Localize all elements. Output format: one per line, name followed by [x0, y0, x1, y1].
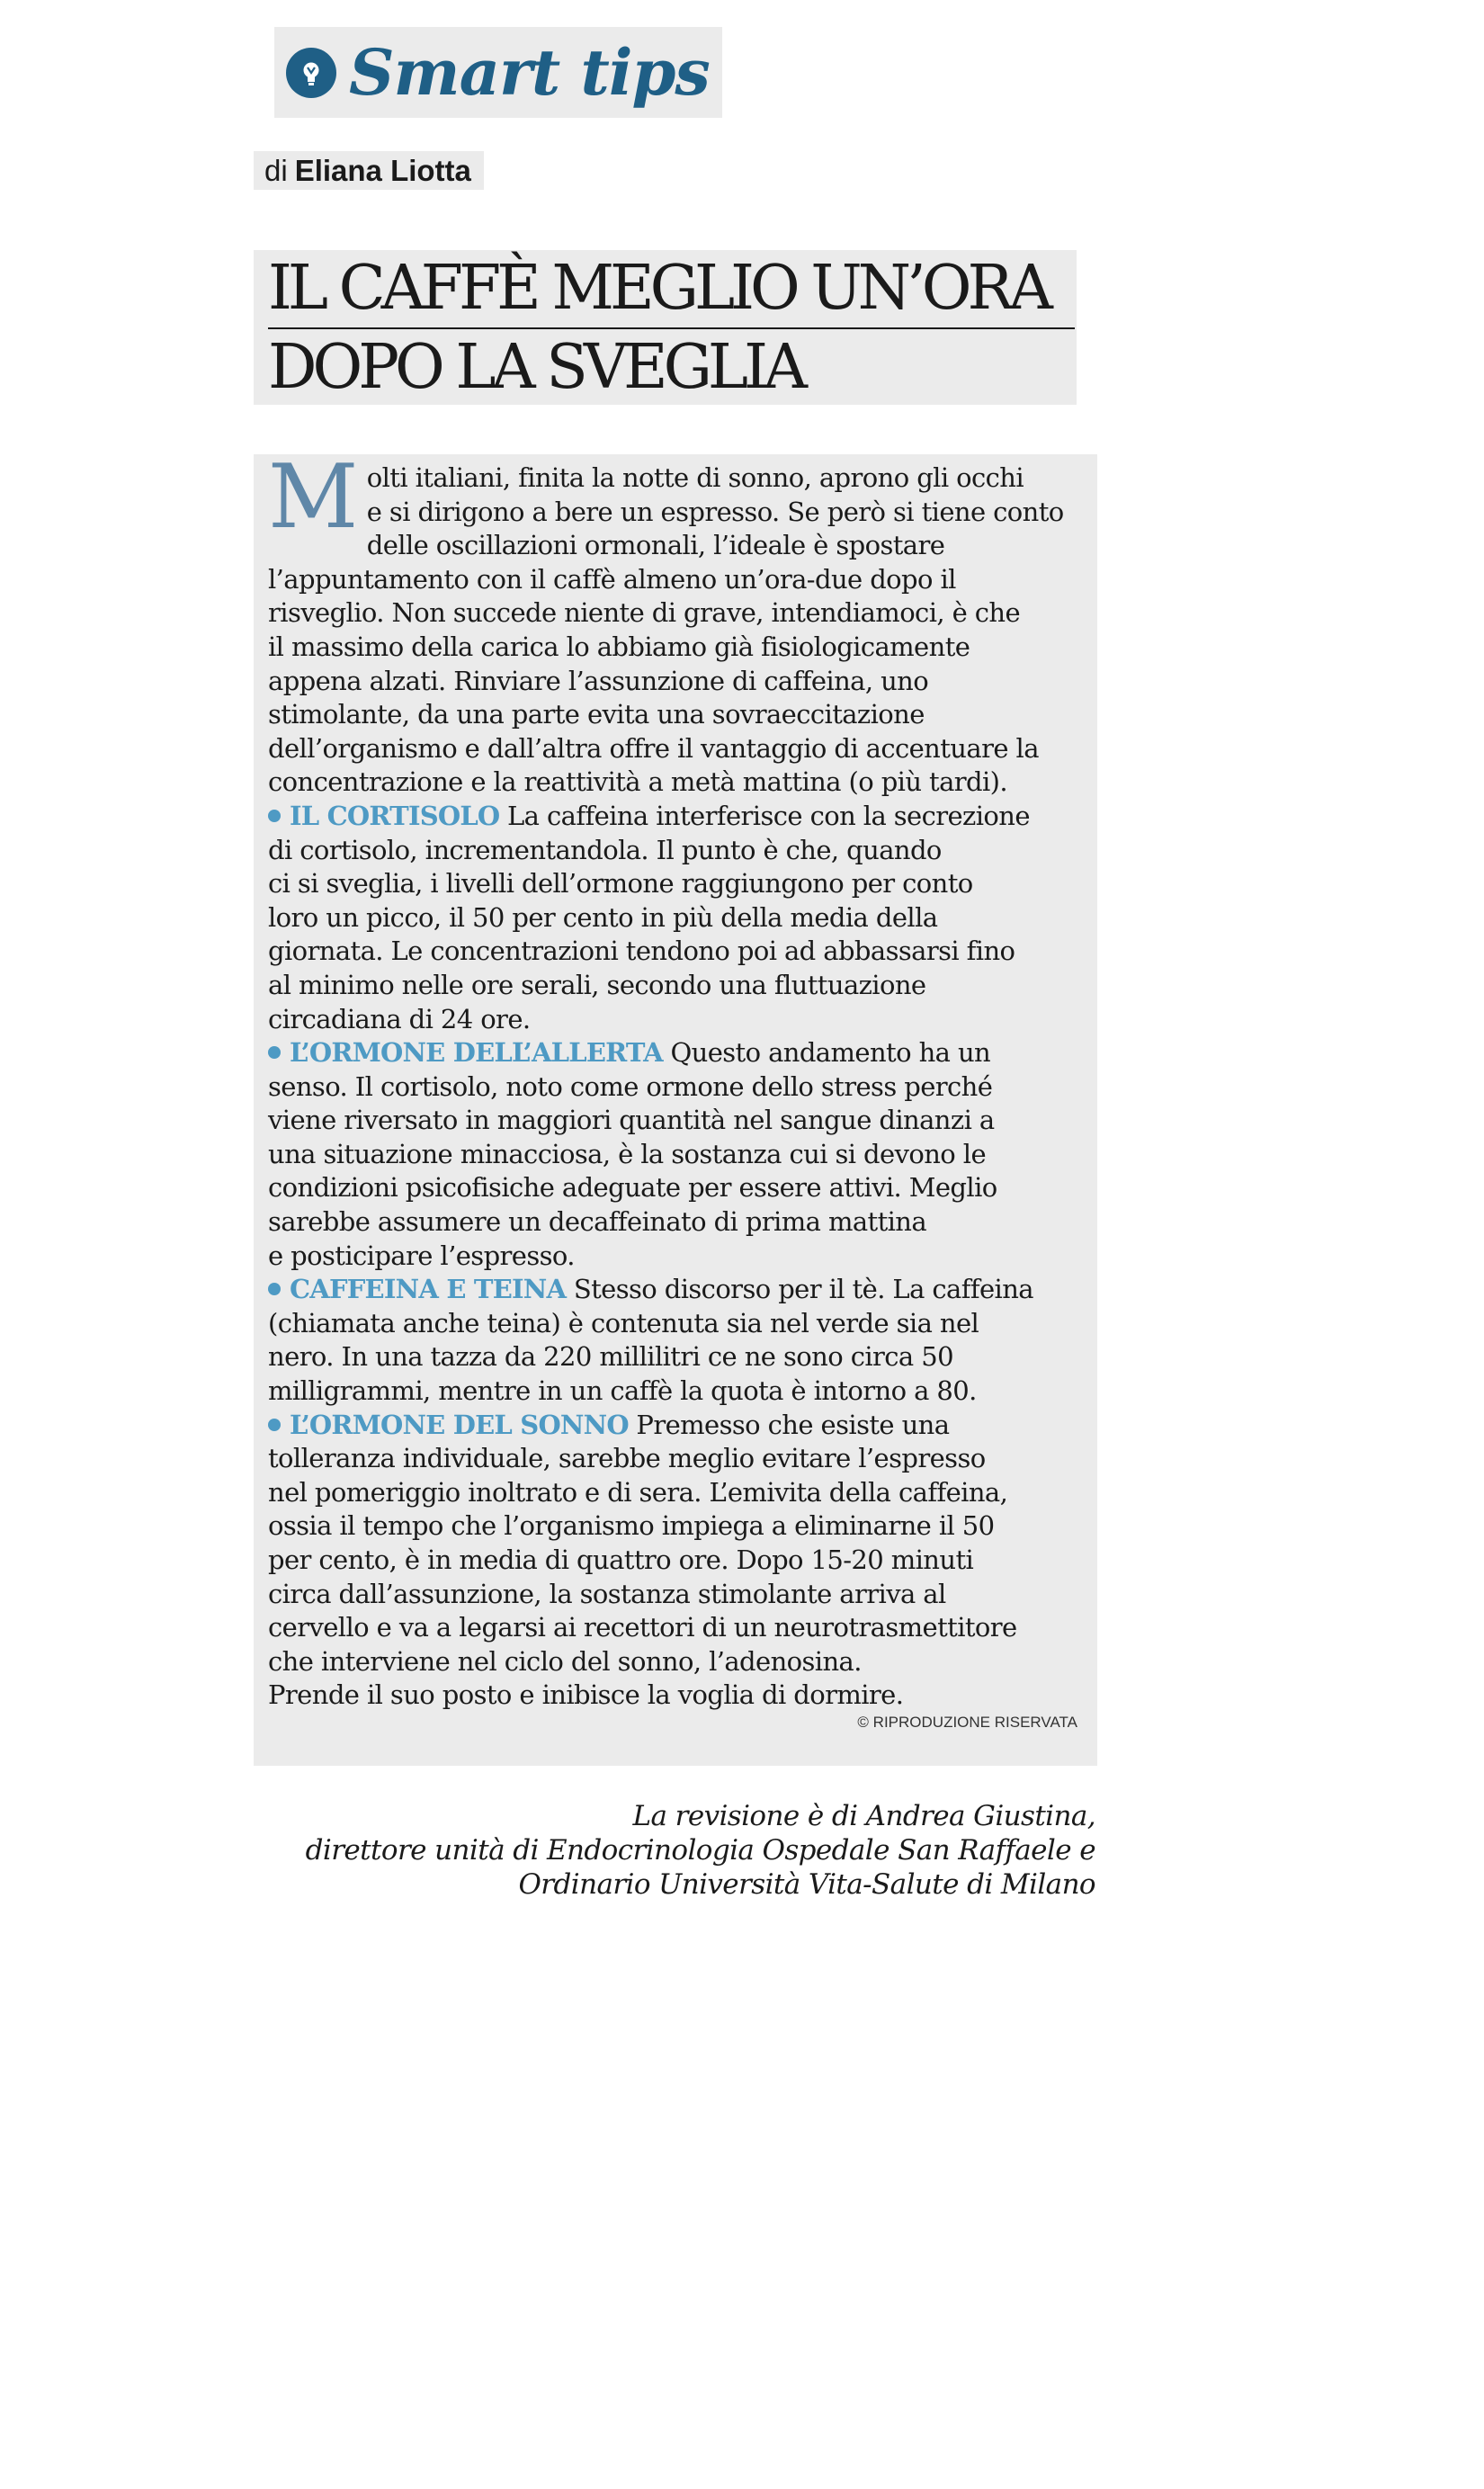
bullet-dot-icon: [268, 1046, 281, 1059]
text-run: Questo andamento ha un: [670, 1037, 991, 1069]
text-line: viene riversato in maggiori quantità nel sangue dinanzi a: [268, 1105, 995, 1136]
text-line: cervello e va a legarsi ai recettori di un neurotrasmettitore: [268, 1612, 1017, 1643]
text-line: delle oscillazioni ormonali, l’ideale è spostare: [366, 530, 945, 561]
text-run: La caffeina interferisce con la secrezione: [507, 800, 1030, 831]
text-line: appena alzati. Rinviare l’assunzione di caffeina, uno: [268, 665, 929, 696]
text-line: stimolante, da una parte evita una sovraeccitazione: [268, 699, 925, 730]
text-line: milligrammi, mentre in un caffè la quota è intorno a 80.: [268, 1375, 977, 1407]
text-line: giornata. Le concentrazioni tendono poi ad abbassarsi fino: [268, 936, 1015, 967]
credit-line: Ordinario Università Vita-Salute di Milano: [518, 1868, 1095, 1901]
text-line: [268, 1036, 1081, 1070]
text-line: dell’organismo e dall’altra offre il vantaggio di accentuare la: [268, 732, 1039, 764]
masthead: [274, 27, 722, 118]
bullet-dot-icon: [268, 1283, 281, 1295]
text-line: sarebbe assumere un decaffeinato di prima mattina: [268, 1206, 927, 1238]
credit-line: direttore unità di Endocrinologia Ospedale San Raffaele e: [305, 1834, 1095, 1867]
text-line: l’appuntamento con il caffè almeno un’ora-due dopo il: [268, 563, 956, 595]
article-body: [254, 446, 1097, 1766]
text-line: Prende il suo posto e inibisce la voglia di dormire.: [268, 1679, 904, 1711]
copyright-notice: © RIPRODUZIONE RISERVATA: [857, 1714, 1077, 1731]
text-run: Premesso che esiste una: [636, 1409, 950, 1440]
drop-cap: M: [268, 446, 358, 549]
headline-line: DOPO LA SVEGLIA: [268, 332, 804, 403]
text-line: circa dall’assunzione, la sostanza stimolante arriva al: [268, 1578, 946, 1609]
info-bulb-icon: [286, 48, 336, 98]
text-line: e si dirigono a bere un espresso. Se però si tiene conto: [366, 496, 1064, 527]
text-line: che interviene nel ciclo del sonno, l’adenosina.: [268, 1645, 862, 1677]
text-line: [268, 1273, 1081, 1307]
byline-prefix: di: [264, 153, 288, 187]
section-label-cortisolo: IL CORTISOLO: [290, 800, 500, 831]
section-label-teina: CAFFEINA E TEINA: [290, 1274, 567, 1305]
text-line: senso. Il cortisolo, noto come ormone dello stress perché: [268, 1070, 993, 1102]
text-run: Stesso discorso per il tè. La caffeina: [573, 1274, 1033, 1305]
text-line: [268, 1409, 1081, 1443]
text-line: loro un picco, il 50 per cento in più della media della: [268, 901, 938, 933]
text-line: nero. In una tazza da 220 millilitri ce ne sono circa 50: [268, 1341, 953, 1373]
text-line: al minimo nelle ore serali, secondo una fluttuazione: [268, 969, 926, 1000]
section-label-allerta: L’ORMONE DELL’ALLERTA: [290, 1037, 663, 1069]
text-line: risveglio. Non succede niente di grave, intendiamoci, è che: [268, 597, 1021, 629]
bullet-dot-icon: [268, 1419, 281, 1431]
byline: [254, 151, 484, 190]
article-text: [268, 446, 1081, 1713]
text-line: condizioni psicofisiche adeguate per essere attivi. Meglio: [268, 1172, 997, 1204]
author-name: Eliana Liotta: [294, 153, 471, 187]
bullet-dot-icon: [268, 810, 281, 822]
text-line: olti italiani, finita la notte di sonno, aprono gli occhi: [366, 462, 1024, 493]
review-credits: [306, 1799, 1095, 1902]
text-line: [268, 800, 1081, 834]
credit-line: La revisione è di Andrea Giustina,: [632, 1800, 1095, 1832]
text-line: una situazione minacciosa, è la sostanza cui si devono le: [268, 1138, 987, 1169]
text-line: (chiamata anche teina) è contenuta sia nel verde sia nel: [268, 1307, 979, 1339]
text-line: per cento, è in media di quattro ore. Dopo 15-20 minuti: [268, 1544, 974, 1575]
text-line: e posticipare l’espresso.: [268, 1240, 575, 1271]
text-line: ossia il tempo che l’organismo impiega a eliminarne il 50: [268, 1510, 995, 1542]
section-label-sonno: L’ORMONE DEL SONNO: [290, 1409, 629, 1440]
text-line: di cortisolo, incrementandola. Il punto è che, quando: [268, 834, 942, 865]
headline-line: IL CAFFÈ MEGLIO UN’ORA: [268, 250, 1075, 329]
section-title: Smart tips: [349, 34, 710, 110]
text-line: circadiana di 24 ore.: [268, 1003, 531, 1034]
text-line: concentrazione e la reattività a metà mattina (o più tardi).: [268, 766, 1008, 798]
headline: [254, 250, 1077, 405]
text-line: il massimo della carica lo abbiamo già fisiologicamente: [268, 631, 970, 662]
text-line: ci si sveglia, i livelli dell’ormone raggiungono per conto: [268, 868, 973, 900]
text-line: nel pomeriggio inoltrato e di sera. L’emivita della caffeina,: [268, 1476, 1008, 1508]
text-line: tolleranza individuale, sarebbe meglio evitare l’espresso: [268, 1443, 986, 1474]
